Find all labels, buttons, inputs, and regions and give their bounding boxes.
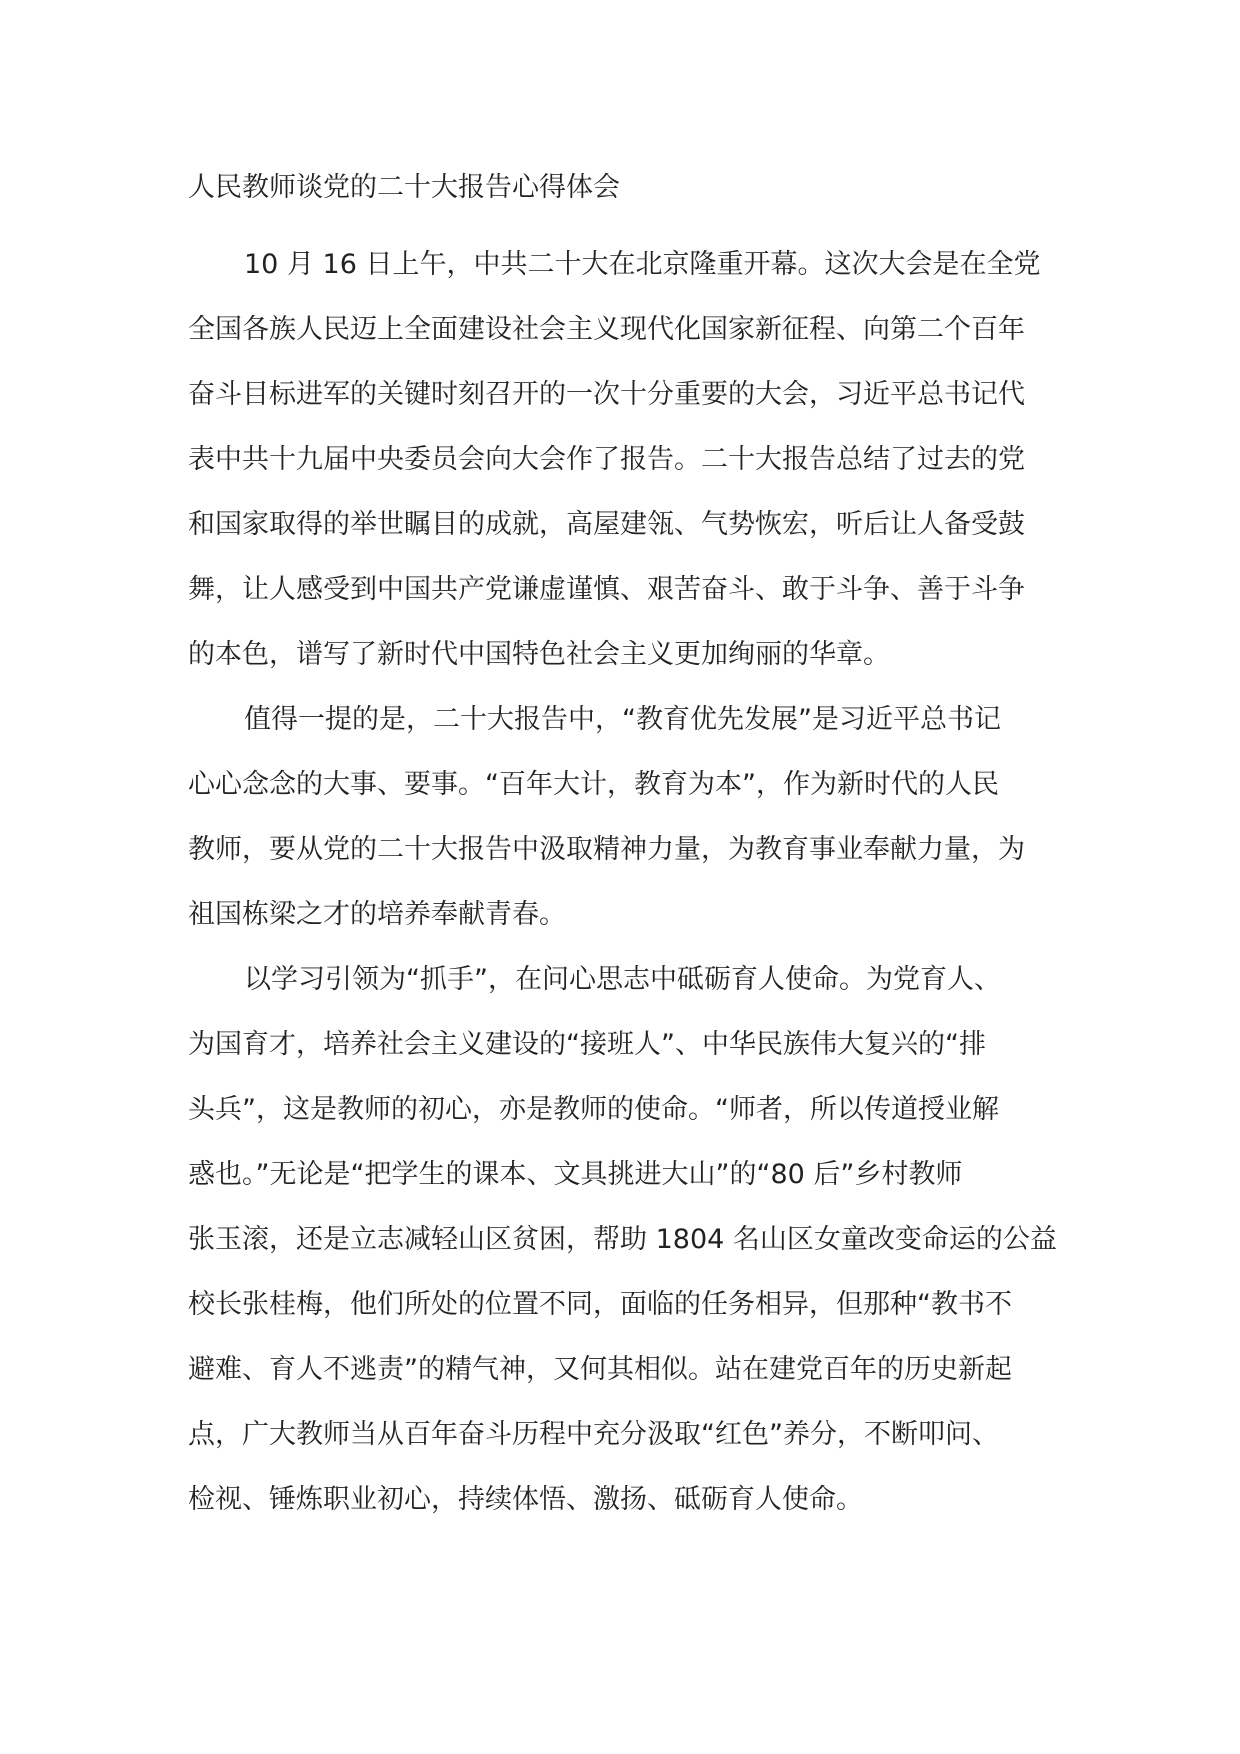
text-line: 头兵”，这是教师的初心，亦是教师的使命。“师者，所以传道授业解 xyxy=(188,1094,999,1125)
text-line: 值得一提的是，二十大报告中，“教育优先发展”是习近平总书记 xyxy=(244,704,1001,735)
document-title: 人民教师谈党的二十大报告心得体会 xyxy=(188,172,620,203)
text-line: 惑也。”无论是“把学生的课本、文具挑进大山”的“80 后”乡村教师 xyxy=(188,1159,963,1190)
text-line: 教师，要从党的二十大报告中汲取精神力量，为教育事业奉献力量，为 xyxy=(188,834,1025,865)
text-line: 检视、锤炼职业初心，持续体悟、激扬、砥砺育人使命。 xyxy=(188,1484,863,1515)
text-line: 祖国栋梁之才的培养奉献青春。 xyxy=(188,899,566,930)
text-line: 为国育才，培养社会主义建设的“接班人”、中华民族伟大复兴的“排 xyxy=(188,1029,986,1060)
text-line: 点，广大教师当从百年奋斗历程中充分汲取“红色”养分，不断叩问、 xyxy=(188,1419,999,1450)
text-line: 10 月 16 日上午，中共二十大在北京隆重开幕。这次大会是在全党 xyxy=(244,249,1041,280)
text-line: 张玉滚，还是立志减轻山区贫困，帮助 1804 名山区女童改变命运的公益 xyxy=(188,1224,1057,1255)
text-line: 的本色，谱写了新时代中国特色社会主义更加绚丽的华章。 xyxy=(188,639,890,670)
paragraph-1 xyxy=(188,232,1068,687)
text-line: 全国各族人民迈上全面建设社会主义现代化国家新征程、向第二个百年 xyxy=(188,314,1025,345)
text-line: 心心念念的大事、要事。“百年大计，教育为本”，作为新时代的人民 xyxy=(188,769,999,800)
text-line: 奋斗目标进军的关键时刻召开的一次十分重要的大会，习近平总书记代 xyxy=(188,379,1025,410)
text-line: 和国家取得的举世瞩目的成就，高屋建瓴、气势恢宏，听后让人备受鼓 xyxy=(188,509,1025,540)
text-line: 舞，让人感受到中国共产党谦虚谨慎、艰苦奋斗、敢于斗争、善于斗争 xyxy=(188,574,1025,605)
text-line: 以学习引领为“抓手”，在问心思志中砥砺育人使命。为党育人、 xyxy=(244,964,1001,995)
paragraph-3 xyxy=(188,947,1068,1532)
text-line: 校长张桂梅，他们所处的位置不同，面临的任务相异，但那种“教书不 xyxy=(188,1289,1012,1320)
paragraph-2 xyxy=(188,687,1068,947)
text-line: 表中共十九届中央委员会向大会作了报告。二十大报告总结了过去的党 xyxy=(188,444,1025,475)
document-body xyxy=(188,168,1068,1532)
text-line: 避难、育人不逃责”的精气神，又何其相似。站在建党百年的历史新起 xyxy=(188,1354,1012,1385)
